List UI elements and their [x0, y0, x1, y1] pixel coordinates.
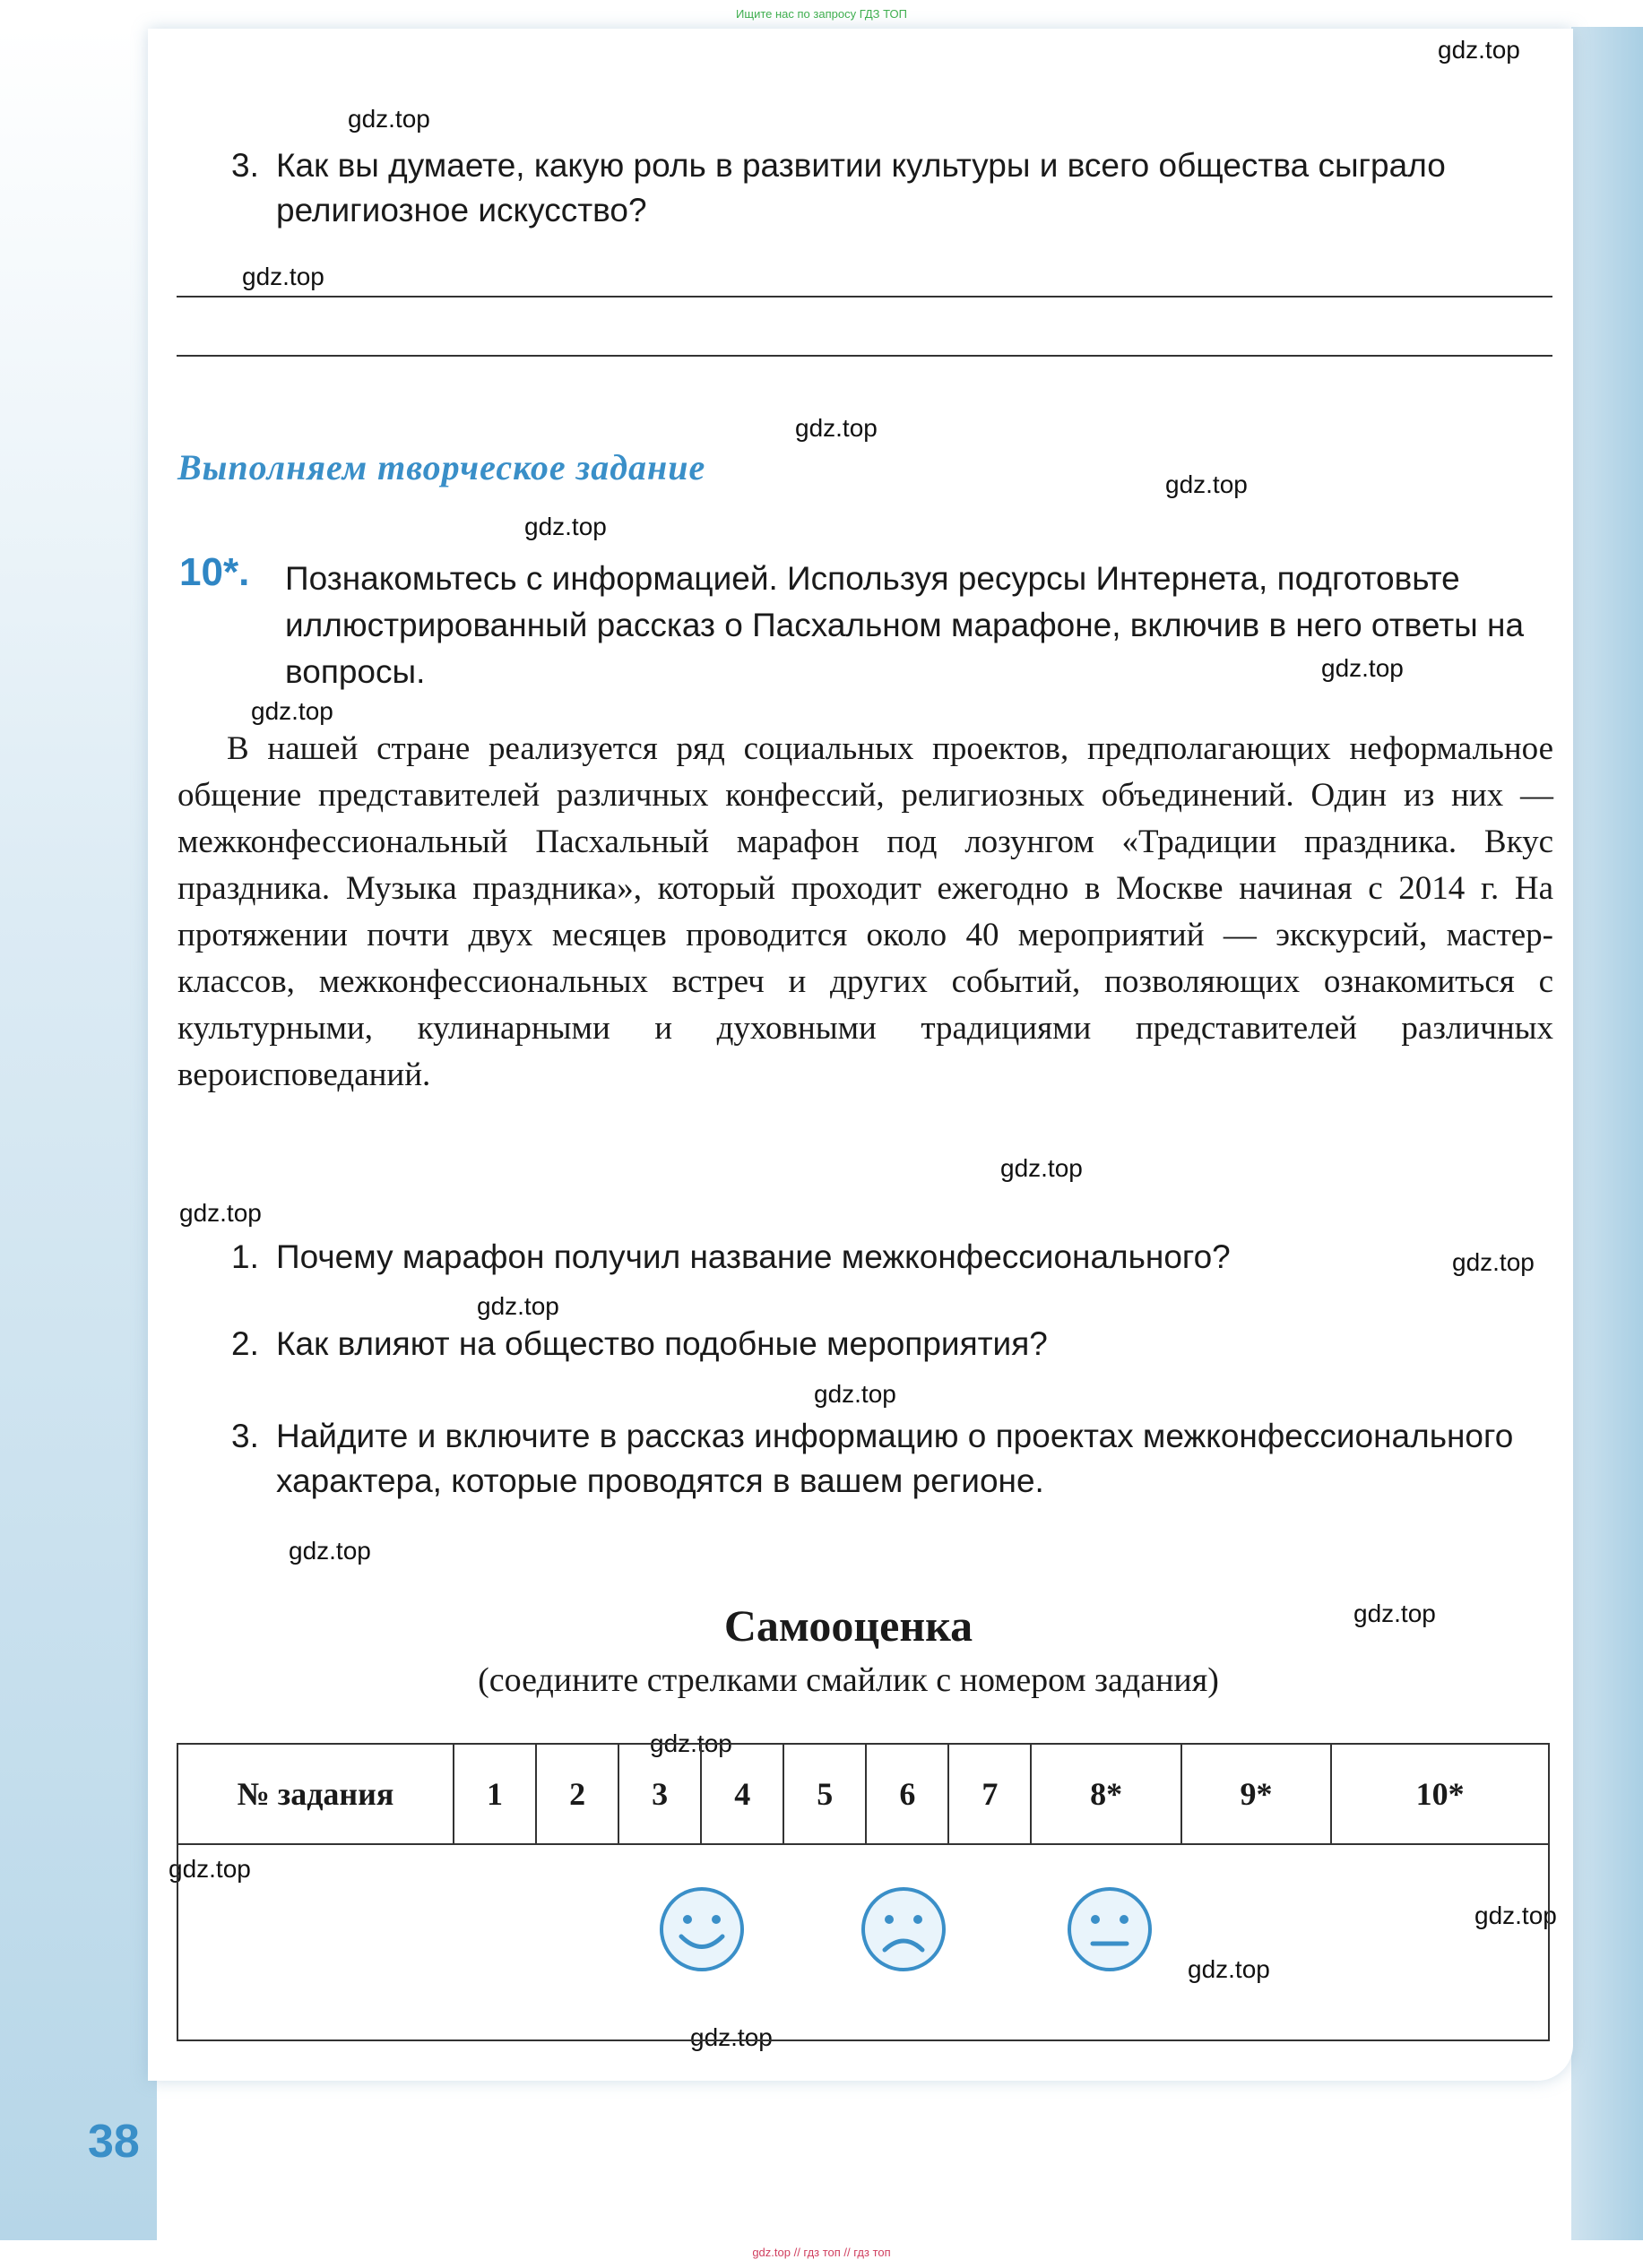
question-text: Как влияют на общество подобные мероприятия? — [276, 1325, 1048, 1362]
question-number: 1. — [231, 1238, 259, 1275]
task-number-cell[interactable]: 5 — [783, 1744, 866, 1844]
question-text: Как вы думаете, какую роль в развитии культуры и всего общества сыграло религиозное искусство? — [276, 147, 1446, 229]
page-background-right — [1571, 27, 1643, 2240]
task-number-cell[interactable]: 1 — [454, 1744, 536, 1844]
task-question-3 — [231, 1414, 1549, 1504]
task-body-text: В нашей стране реализуется ряд социальных проектов, предполагающих неформальное общение представителей различных конфессий, религиозных объединений. Один из них — межконфессиональный Пасхальный марафон под лозунгом «Традиции праздника. Вкус праздника. Музыка праздника», который проходит ежегодно в Москве начиная с 2014 г. На протяжении почти двух месяцев проводится около 40 мероприятий — экскурсий, мастер-классов, межконфессиональных встреч и других событий, позволяющих ознакомиться с культурными, кулинарными и духовными традициями представителей различных вероисповеданий. — [177, 730, 1553, 1093]
watermark: gdz.top — [1353, 1600, 1436, 1627]
section-heading: Выполняем творческое задание — [177, 447, 706, 487]
question-number: 3. — [231, 1418, 259, 1454]
watermark: gdz.top — [1438, 36, 1520, 64]
question-number: 2. — [231, 1325, 259, 1362]
task-question-2 — [231, 1322, 1549, 1367]
task-number-cell[interactable]: 9* — [1181, 1744, 1331, 1844]
watermark: gdz.top — [524, 513, 607, 540]
task-instruction: Познакомьтесь с информацией. Используя ресурсы Интернета, подготовьте иллюстрированный рассказ о Пасхальном марафоне, включив в него ответы на вопросы. — [285, 560, 1525, 690]
task-number-cell[interactable]: 3 — [618, 1744, 701, 1844]
smiley-row — [177, 1844, 1549, 2040]
answer-line — [177, 296, 1552, 298]
self-assessment-table — [177, 1743, 1550, 2041]
watermark: gdz.top — [179, 1199, 262, 1227]
task-question-1 — [231, 1235, 1549, 1280]
watermark: gdz.top — [242, 263, 324, 290]
task-number-cell[interactable]: 10* — [1331, 1744, 1549, 1844]
task-number-cell[interactable]: 8* — [1031, 1744, 1180, 1844]
table-row — [177, 1744, 1549, 1844]
self-assessment-subtitle: (соедините стрелками смайлик с номером задания) — [478, 1661, 1219, 1699]
watermark: gdz.top — [1452, 1248, 1535, 1276]
task-number-cell[interactable]: 2 — [536, 1744, 618, 1844]
top-banner: Ищите нас по запросу ГДЗ ТОП — [736, 7, 907, 21]
watermark: gdz.top — [348, 105, 430, 133]
watermark: gdz.top — [795, 414, 878, 442]
watermark: gdz.top — [650, 1729, 732, 1757]
watermark: gdz.top — [1474, 1901, 1557, 1929]
page-background-left — [0, 27, 157, 2240]
watermark: gdz.top — [477, 1292, 559, 1320]
task-number-cell[interactable]: 7 — [948, 1744, 1031, 1844]
question-number: 3. — [231, 147, 259, 184]
task-number-cell[interactable]: 4 — [701, 1744, 783, 1844]
watermark: gdz.top — [289, 1537, 371, 1565]
sad-smiley-icon[interactable] — [860, 1885, 947, 1973]
table-header-label: № задания — [177, 1744, 454, 1844]
watermark: gdz.top — [169, 1855, 251, 1883]
footer-banner: gdz.top // гдз топ // гдз топ — [752, 2246, 891, 2259]
table-row — [177, 1844, 1549, 2040]
watermark: gdz.top — [814, 1380, 896, 1408]
watermark: gdz.top — [251, 697, 333, 725]
task-number: 10*. — [179, 550, 250, 594]
question-3-previous — [231, 143, 1558, 233]
watermark: gdz.top — [1188, 1955, 1270, 1983]
answer-line — [177, 355, 1552, 357]
watermark: gdz.top — [1000, 1154, 1083, 1182]
question-text: Найдите и включите в рассказ информацию о проектах межконфессионального характера, которые проводятся в вашем регионе. — [276, 1418, 1514, 1499]
self-assessment-title: Самооценка — [723, 1600, 973, 1651]
happy-smiley-icon[interactable] — [658, 1885, 746, 1973]
watermark: gdz.top — [690, 2023, 773, 2051]
question-text: Почему марафон получил название межконфессионального? — [276, 1238, 1231, 1275]
watermark: gdz.top — [1165, 470, 1248, 498]
page-number: 38 — [88, 2116, 140, 2168]
watermark: gdz.top — [1321, 654, 1404, 682]
task-number-cell[interactable]: 6 — [866, 1744, 948, 1844]
neutral-smiley-icon[interactable] — [1066, 1885, 1154, 1973]
